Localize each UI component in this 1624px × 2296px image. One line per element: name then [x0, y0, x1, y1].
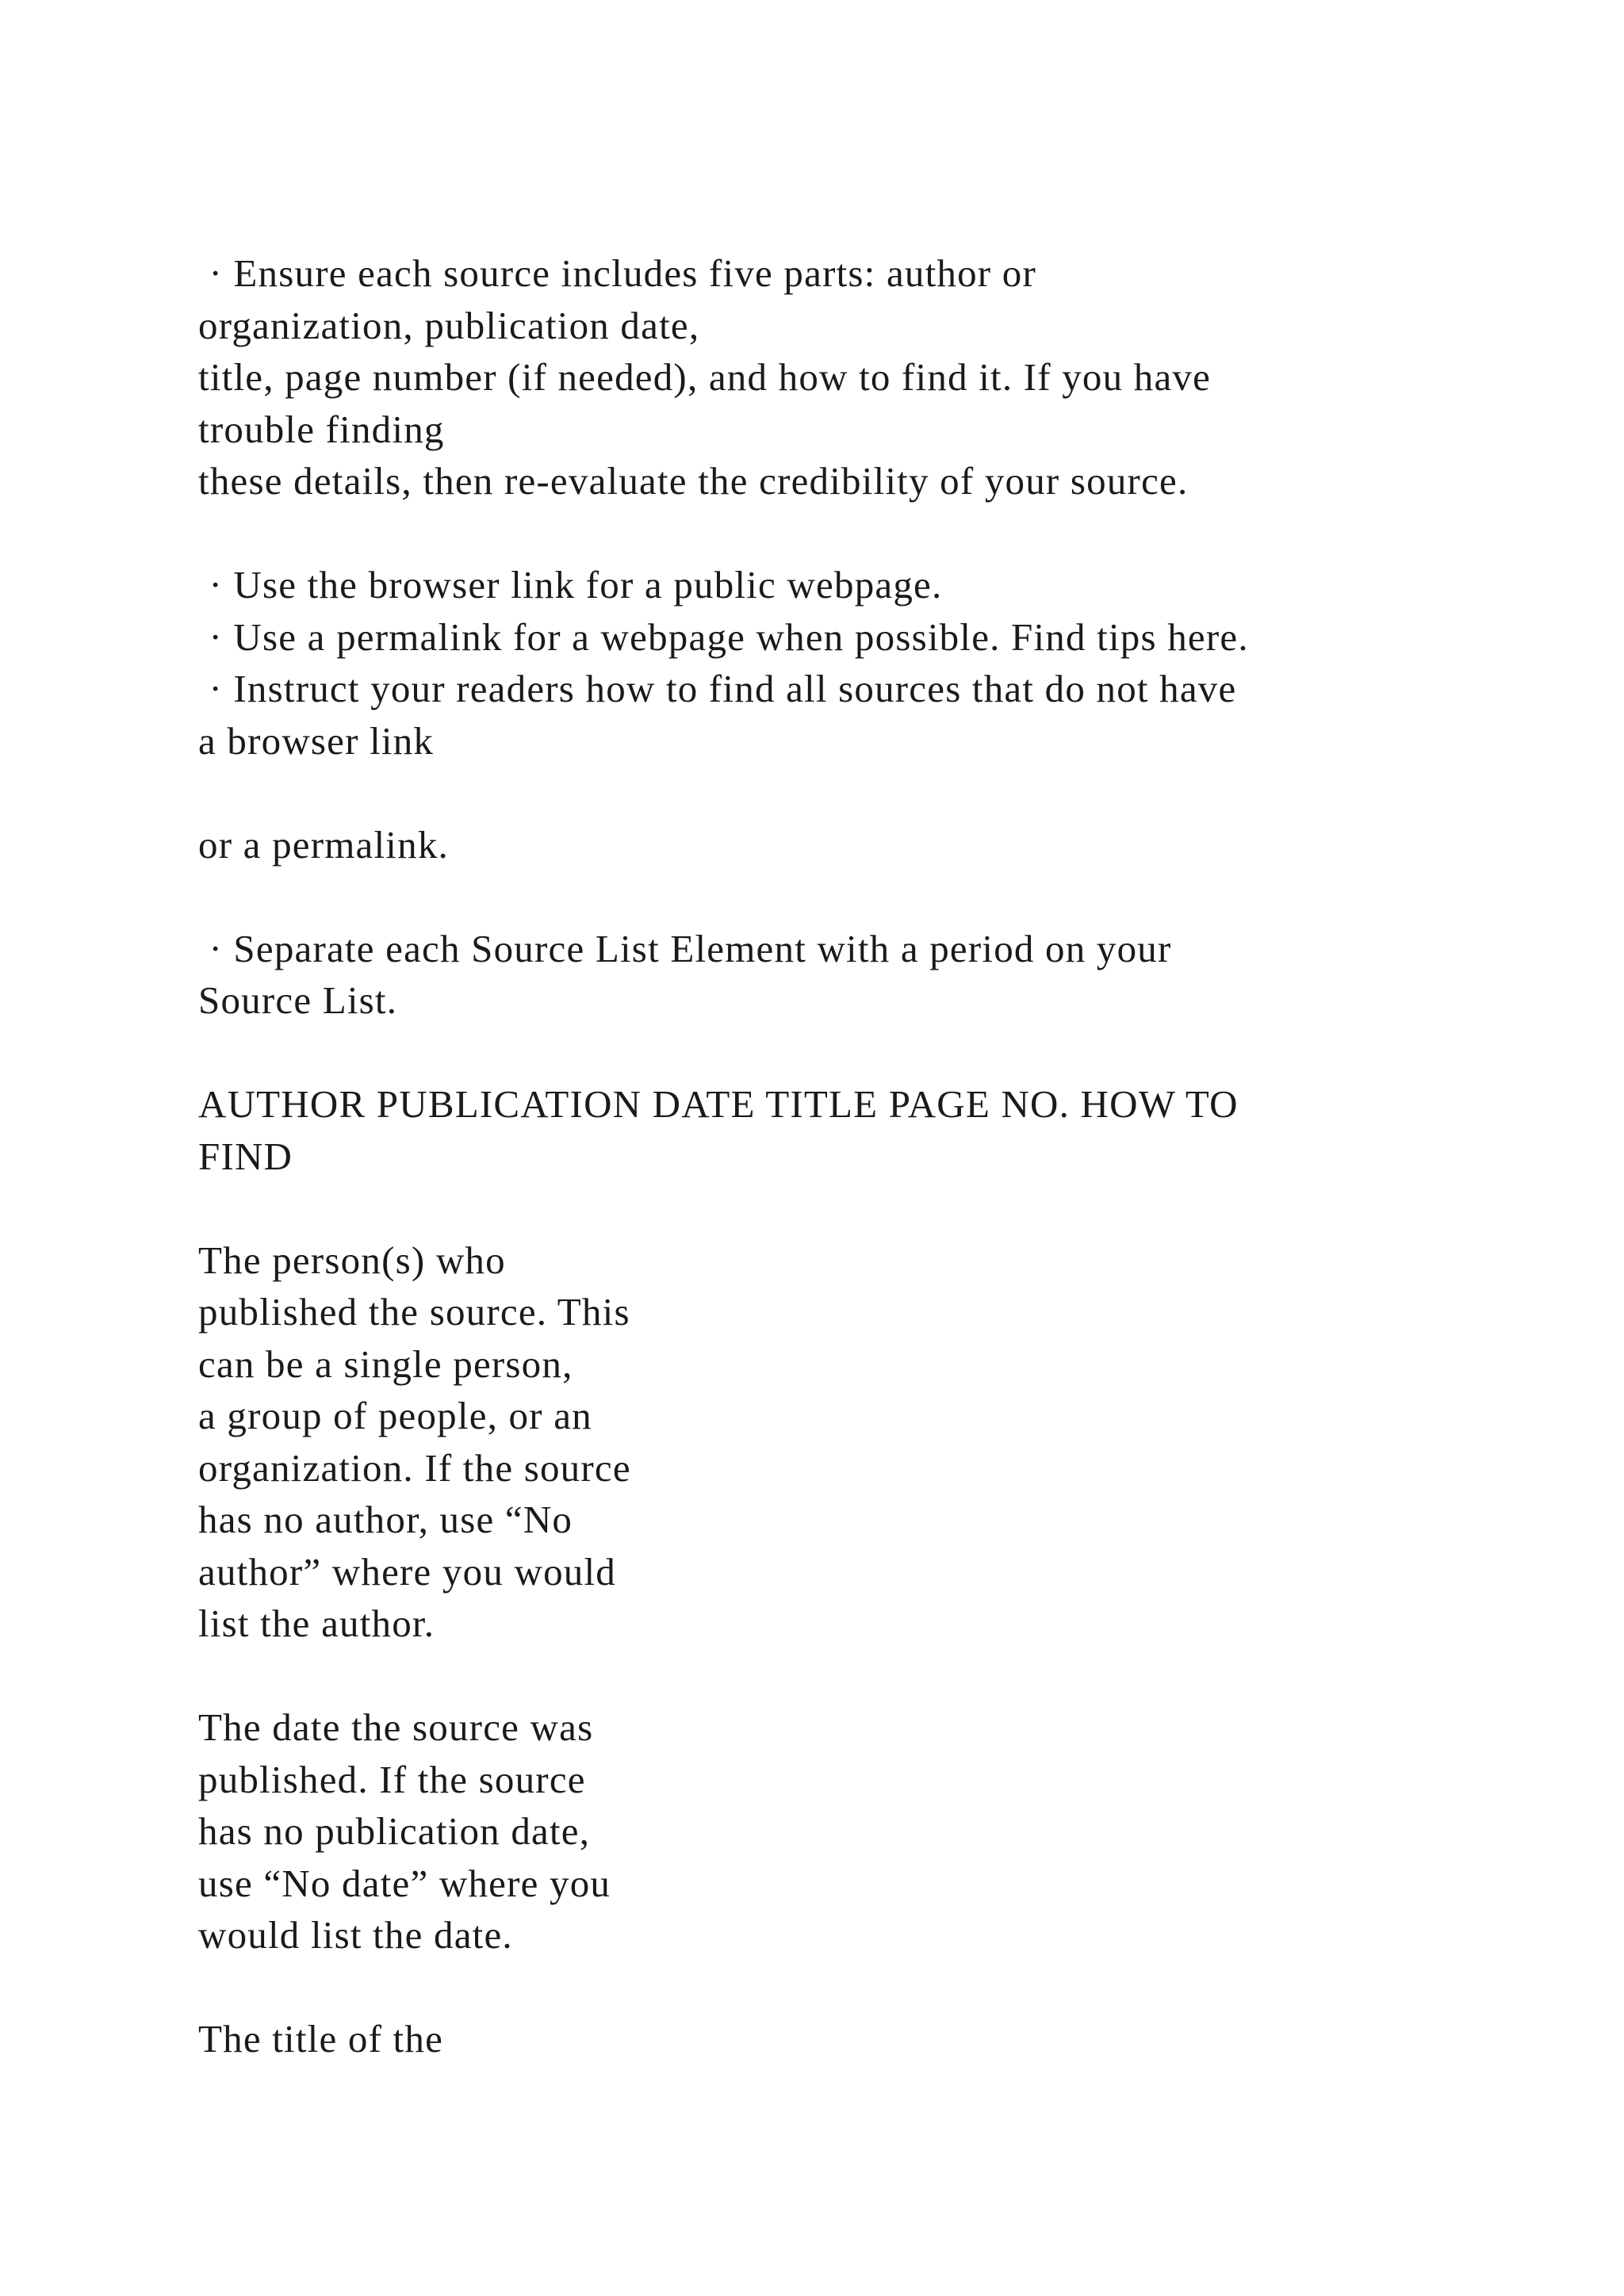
text-line: The title of the	[198, 2017, 444, 2061]
text-line: The person(s) who	[198, 1238, 506, 1282]
text-line: has no publication date,	[198, 1809, 591, 1853]
text-line: Source List.	[198, 978, 398, 1022]
text-line: organization, publication date,	[198, 303, 700, 347]
text-line: a browser link	[198, 718, 435, 763]
text-line: · Ensure each source includes five parts: author or	[198, 251, 1036, 295]
text-line: · Separate each Source List Element with a period on your	[198, 926, 1172, 970]
text-line: organization. If the source	[198, 1445, 631, 1490]
blank-line	[198, 767, 1507, 819]
text-line: these details, then re-evaluate the credibility of your source.	[198, 459, 1189, 503]
blank-line	[198, 1027, 1507, 1079]
blank-line	[198, 1182, 1507, 1234]
text-line: a group of people, or an	[198, 1394, 592, 1437]
document-body	[198, 247, 1507, 2065]
text-line: · Use the browser link for a public webpage.	[198, 563, 943, 607]
blank-line	[198, 871, 1507, 923]
text-line: author” where you would	[198, 1549, 616, 1594]
blank-line	[198, 507, 1507, 560]
text-line: or a permalink.	[198, 822, 449, 867]
text-line: trouble finding	[198, 407, 445, 451]
text-line: list the author.	[198, 1601, 435, 1645]
text-line: can be a single person,	[198, 1341, 573, 1386]
blank-line	[198, 1961, 1507, 2014]
text-line: · Use a permalink for a webpage when possible. Find tips here.	[198, 614, 1249, 659]
text-line: The date the source was	[198, 1705, 594, 1749]
text-line: · Instruct your readers how to find all sources that do not have	[198, 667, 1237, 710]
text-line: FIND	[198, 1134, 293, 1178]
text-line: use “No date” where you	[198, 1861, 611, 1905]
text-line: title, page number (if needed), and how to find it. If you have	[198, 355, 1212, 399]
text-line: published. If the source	[198, 1757, 586, 1801]
text-line: published the source. This	[198, 1290, 630, 1334]
blank-line	[198, 1650, 1507, 1702]
text-line: AUTHOR PUBLICATION DATE TITLE PAGE NO. HOW TO	[198, 1082, 1239, 1126]
text-line: has no author, use “No	[198, 1498, 573, 1541]
text-line: would list the date.	[198, 1913, 513, 1957]
